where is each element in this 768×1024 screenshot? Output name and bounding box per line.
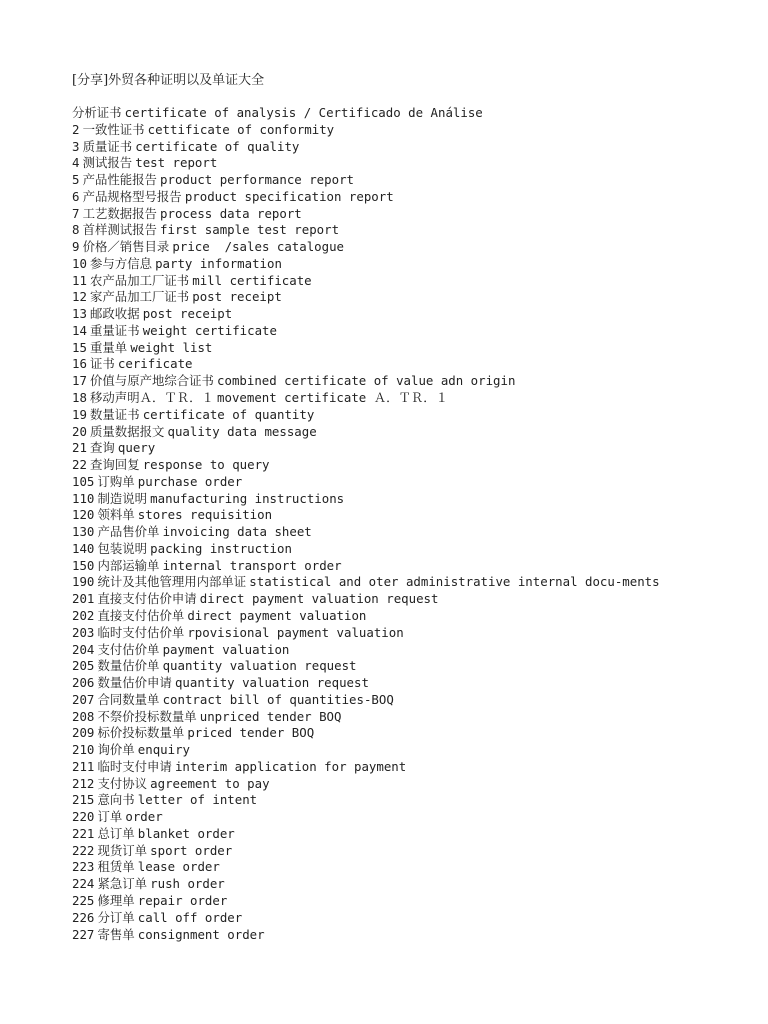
entry-chinese-term: 质量数据报文 <box>90 423 165 439</box>
list-item <box>72 675 752 692</box>
list-item <box>72 893 752 910</box>
entry-chinese-term: 询价单 <box>97 742 135 758</box>
entry-number: 190 <box>72 574 95 590</box>
entry-chinese-term: 数量估价单 <box>97 658 160 674</box>
entry-number: 14 <box>72 322 87 338</box>
entry-english-term: blanket order <box>137 825 235 841</box>
entry-number: 130 <box>72 524 95 540</box>
entry-number: 215 <box>72 792 95 808</box>
entry-english-term: mill certificate <box>192 272 312 288</box>
entry-chinese-term: 产品售价单 <box>97 524 160 540</box>
list-item <box>72 558 752 575</box>
entry-number: 110 <box>72 490 95 506</box>
entry-number: 220 <box>72 809 95 825</box>
entry-chinese-term: 修理单 <box>97 892 135 908</box>
entry-number: 6 <box>72 188 80 204</box>
entry-chinese-term: 移动声明Ａ．ＴＲ．１ <box>90 390 214 406</box>
entry-number: 223 <box>72 859 95 875</box>
entry-chinese-term: 支付协议 <box>97 775 148 791</box>
entry-english-term: priced tender BOQ <box>187 725 315 741</box>
entry-english-term: rpovisional payment valuation <box>187 624 404 640</box>
entry-number: 19 <box>72 406 87 422</box>
entry-chinese-term: 支付估价单 <box>97 641 160 657</box>
entry-chinese-term: 直接支付估价申请 <box>97 591 197 607</box>
entry-chinese-term: 农产品加工厂证书 <box>90 272 190 288</box>
entry-chinese-term: 租赁单 <box>97 859 135 875</box>
entry-number: 225 <box>72 892 95 908</box>
list-item <box>72 273 752 290</box>
entry-english-term: quantity valuation request <box>174 675 369 691</box>
entry-number: 226 <box>72 909 95 925</box>
list-item <box>72 189 752 206</box>
entry-chinese-term: 质量证书 <box>82 138 133 154</box>
entry-chinese-term: 包装说明 <box>97 540 148 556</box>
entry-number: 15 <box>72 339 87 355</box>
list-item <box>72 373 752 390</box>
list-item <box>72 859 752 876</box>
list-item <box>72 491 752 508</box>
entry-chinese-term: 内部运输单 <box>97 557 160 573</box>
entry-number: 224 <box>72 876 95 892</box>
entry-english-term: enquiry <box>137 742 190 758</box>
entry-chinese-term: 直接支付估价单 <box>97 607 185 623</box>
entry-english-term: price /sales catalogue <box>172 239 344 255</box>
list-item <box>72 256 752 273</box>
list-item <box>72 122 752 139</box>
list-item <box>72 709 752 726</box>
entry-number: 150 <box>72 557 95 573</box>
entry-number: 21 <box>72 440 87 456</box>
list-item <box>72 692 752 709</box>
list-item <box>72 407 752 424</box>
entry-number: 227 <box>72 926 95 942</box>
entry-number: 207 <box>72 691 95 707</box>
entry-number: 12 <box>72 289 87 305</box>
list-item <box>72 222 752 239</box>
entry-english-term: direct payment valuation request <box>199 591 439 607</box>
entry-english-term: unpriced tender BOQ <box>199 708 342 724</box>
entry-chinese-term: 工艺数据报告 <box>82 205 157 221</box>
entry-number: 222 <box>72 842 95 858</box>
list-item <box>72 172 752 189</box>
entry-english-term: movement certificate Ａ．ＴＲ．１ <box>217 390 449 406</box>
entry-english-term: response to query <box>142 457 270 473</box>
entry-english-term: certificate of analysis / Certificado de Análise <box>124 105 483 120</box>
entry-english-term: lease order <box>137 859 220 875</box>
list-item <box>72 725 752 742</box>
entry-number: 202 <box>72 607 95 623</box>
document-entry-list <box>72 105 752 943</box>
list-item <box>72 927 752 944</box>
list-item <box>72 424 752 441</box>
list-item <box>72 776 752 793</box>
list-item <box>72 206 752 223</box>
entry-chinese-term: 产品规格型号报告 <box>82 188 182 204</box>
entry-chinese-term: 产品性能报告 <box>82 172 157 188</box>
entry-english-term: post receipt <box>192 289 282 305</box>
list-item <box>72 843 752 860</box>
entry-chinese-term: 邮政收据 <box>90 306 140 322</box>
list-item <box>72 792 752 809</box>
entry-chinese-term: 参与方信息 <box>90 255 152 271</box>
list-item <box>72 876 752 893</box>
entry-chinese-term: 重量单 <box>90 339 128 355</box>
entry-number: 5 <box>72 172 80 188</box>
entry-chinese-term: 临时支付估价单 <box>97 624 185 640</box>
entry-number: 20 <box>72 423 87 439</box>
list-item <box>72 105 752 122</box>
entry-chinese-term: 不祭价投标数量单 <box>97 708 197 724</box>
entry-english-term: sport order <box>150 842 233 858</box>
list-item <box>72 306 752 323</box>
list-item <box>72 742 752 759</box>
entry-english-term: contract bill of quantities-BOQ <box>162 691 394 707</box>
list-item <box>72 658 752 675</box>
list-item <box>72 574 752 591</box>
entry-english-term: direct payment valuation <box>187 607 367 623</box>
entry-english-term: product performance report <box>160 172 354 188</box>
entry-number: 204 <box>72 641 95 657</box>
list-item <box>72 323 752 340</box>
entry-english-term: quantity valuation request <box>162 658 357 674</box>
list-item <box>72 910 752 927</box>
entry-number: 11 <box>72 272 87 288</box>
entry-number: 120 <box>72 507 95 523</box>
entry-english-term: interim application for payment <box>174 758 407 774</box>
entry-chinese-term: 订购单 <box>97 473 135 489</box>
list-item <box>72 356 752 373</box>
entry-chinese-term: 数量证书 <box>90 406 140 422</box>
entry-number: 17 <box>72 373 87 389</box>
entry-chinese-term: 重量证书 <box>90 322 140 338</box>
entry-number: 212 <box>72 775 95 791</box>
entry-english-term: process data report <box>160 205 302 221</box>
document-title: [分享]外贸各种证明以及单证大全 <box>72 73 265 88</box>
entry-english-term: test report <box>135 155 218 171</box>
entry-number: 206 <box>72 675 95 691</box>
entry-number: 13 <box>72 306 87 322</box>
entry-english-term: order <box>125 809 163 825</box>
entry-number: 209 <box>72 725 95 741</box>
list-item <box>72 591 752 608</box>
list-item <box>72 340 752 357</box>
entry-number: 4 <box>72 155 80 171</box>
entry-english-term: invoicing data sheet <box>162 524 312 540</box>
entry-chinese-term: 价格／销售目录 <box>82 239 170 255</box>
entry-english-term: purchase order <box>137 473 243 489</box>
entry-english-term: cerificate <box>117 356 193 372</box>
list-item <box>72 759 752 776</box>
entry-english-term: rush order <box>150 876 225 892</box>
entry-english-term: agreement to pay <box>150 775 270 791</box>
entry-number: 2 <box>72 121 80 137</box>
entry-english-term: repair order <box>137 892 228 908</box>
entry-english-term: letter of intent <box>137 792 258 808</box>
entry-number: 205 <box>72 658 95 674</box>
entry-english-term: product specification report <box>184 188 394 204</box>
entry-english-term: call off order <box>137 909 243 925</box>
entry-english-term: party information <box>155 255 282 271</box>
list-item <box>72 541 752 558</box>
list-item <box>72 625 752 642</box>
entry-chinese-term: 制造说明 <box>97 490 148 506</box>
entry-english-term: certificate of quality <box>135 138 300 154</box>
entry-chinese-term: 一致性证书 <box>82 121 145 137</box>
entry-english-term: post receipt <box>142 306 233 322</box>
entry-english-term: weight list <box>130 339 213 355</box>
entry-english-term: internal transport order <box>162 557 342 573</box>
entry-chinese-term: 测试报告 <box>82 155 133 171</box>
entry-number: 10 <box>72 255 87 271</box>
list-item <box>72 474 752 491</box>
entry-number: 3 <box>72 138 80 154</box>
list-item <box>72 155 752 172</box>
entry-chinese-term: 家产品加工厂证书 <box>90 289 190 305</box>
list-item <box>72 809 752 826</box>
entry-number: 210 <box>72 742 95 758</box>
list-item <box>72 139 752 156</box>
entry-number: 18 <box>72 390 87 406</box>
entry-number: 140 <box>72 540 95 556</box>
entry-english-term: query <box>117 440 156 456</box>
entry-chinese-term: 寄售单 <box>97 926 135 942</box>
entry-chinese-term: 领料单 <box>97 507 135 523</box>
entry-english-term: manufacturing instructions <box>150 490 345 506</box>
entry-english-term: payment valuation <box>162 641 290 657</box>
entry-number: 211 <box>72 758 95 774</box>
entry-chinese-term: 标价投标数量单 <box>97 725 185 741</box>
list-item <box>72 390 752 407</box>
entry-number: 105 <box>72 473 95 489</box>
entry-number: 16 <box>72 356 87 372</box>
entry-chinese-term: 统计及其他管理用内部单证 <box>97 574 247 590</box>
list-item <box>72 239 752 256</box>
entry-english-term: weight certificate <box>142 322 277 338</box>
entry-chinese-term: 临时支付申请 <box>97 758 172 774</box>
entry-number: 203 <box>72 624 95 640</box>
entry-english-term: certificate of quantity <box>142 406 315 422</box>
entry-number: 208 <box>72 708 95 724</box>
entry-chinese-term: 合同数量单 <box>97 691 160 707</box>
list-item <box>72 642 752 659</box>
entry-chinese-term: 总订单 <box>97 825 135 841</box>
entry-chinese-term: 分订单 <box>97 909 135 925</box>
entry-english-term: combined certificate of value adn origin <box>217 373 516 389</box>
list-item <box>72 608 752 625</box>
entry-chinese-term: 查询 <box>90 440 115 456</box>
entry-chinese-term: 分析证书 <box>72 105 122 120</box>
entry-english-term: packing instruction <box>150 540 292 556</box>
entry-english-term: consignment order <box>137 926 265 942</box>
entry-english-term: stores requisition <box>137 507 273 523</box>
entry-number: 201 <box>72 591 95 607</box>
list-item <box>72 289 752 306</box>
entry-chinese-term: 价值与原产地综合证书 <box>90 373 214 389</box>
entry-chinese-term: 数量估价申请 <box>97 675 172 691</box>
list-item <box>72 507 752 524</box>
entry-english-term: first sample test report <box>160 222 340 238</box>
entry-number: 7 <box>72 205 80 221</box>
entry-chinese-term: 意向书 <box>97 792 135 808</box>
entry-english-term: quality data message <box>167 423 317 439</box>
list-item <box>72 826 752 843</box>
entry-chinese-term: 查询回复 <box>90 457 140 473</box>
entry-english-term: statistical and oter administrative internal docu-ments <box>249 574 660 590</box>
entry-chinese-term: 订单 <box>97 809 123 825</box>
entry-chinese-term: 证书 <box>90 356 115 372</box>
entry-number: 221 <box>72 825 95 841</box>
entry-number: 9 <box>72 239 80 255</box>
entry-english-term: cettificate of conformity <box>147 121 335 137</box>
entry-chinese-term: 紧急订单 <box>97 876 148 892</box>
list-item <box>72 457 752 474</box>
list-item <box>72 524 752 541</box>
list-item <box>72 440 752 457</box>
entry-chinese-term: 现货订单 <box>97 842 148 858</box>
entry-chinese-term: 首样测试报告 <box>82 222 157 238</box>
entry-number: 22 <box>72 457 87 473</box>
entry-number: 8 <box>72 222 80 238</box>
document-page <box>72 72 752 943</box>
